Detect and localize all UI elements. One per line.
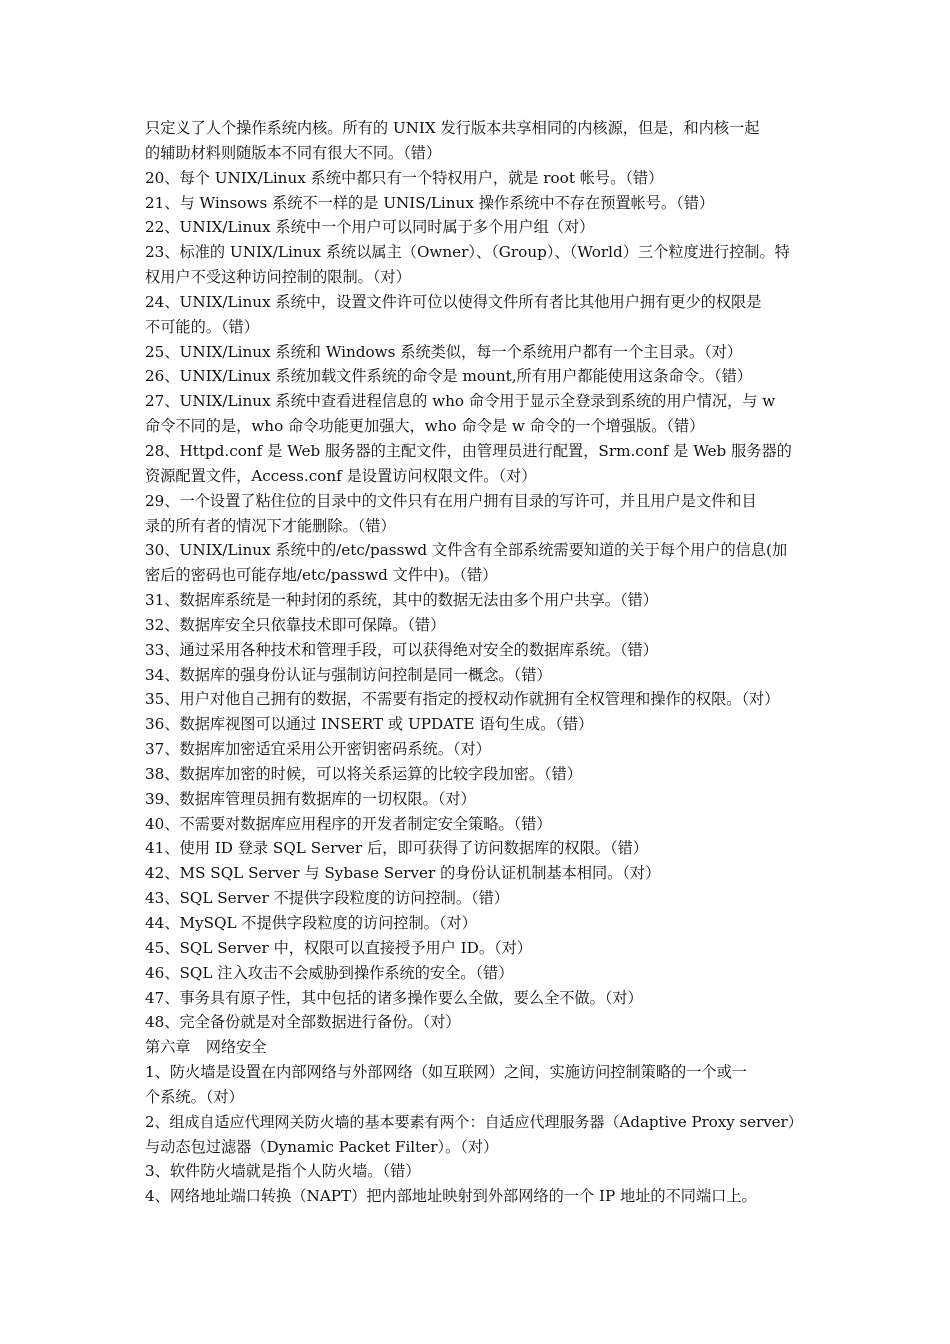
text-line: 权用户不受这种访问控制的限制。（对） <box>145 268 411 287</box>
text-line: 个系统。（对） <box>145 1087 244 1106</box>
text-line: 35、用户对他自己拥有的数据，不需要有指定的授权动作就拥有全权管理和操作的权限。（对） <box>145 690 780 709</box>
text-line: 2、组成自适应代理网关防火墙的基本要素有两个：自适应代理服务器（Adaptive Proxy server） <box>145 1112 803 1131</box>
text-line: 36、数据库视图可以通过 INSERT 或 UPDATE 语句生成。（错） <box>145 715 594 734</box>
text-line: 与动态包过滤器（Dynamic Packet Filter）。（对） <box>145 1137 499 1156</box>
text-line: 3、软件防火墙就是指个人防火墙。（错） <box>145 1162 421 1181</box>
text-line: 47、事务具有原子性，其中包括的诸多操作要么全做，要么全不做。（对） <box>145 988 643 1007</box>
text-line: 24、UNIX/Linux 系统中，设置文件许可位以使得文件所有者比其他用户拥有更少的权限是 <box>145 292 762 311</box>
text-line: 21、与 Winsows 系统不一样的是 UNIS/Linux 操作系统中不存在预置帐号。（错） <box>145 193 715 212</box>
text-line: 29、一个设置了粘住位的目录中的文件只有在用户拥有目录的写许可，并且用户是文件和目 <box>145 491 757 510</box>
text-line: 只定义了人个操作系统内核。所有的 UNIX 发行版本共享相同的内核源，但是，和内核一起 <box>145 119 760 137</box>
text-line: 27、UNIX/Linux 系统中查看进程信息的 who 命令用于显示全登录到系统的用户情况，与 w <box>145 392 776 411</box>
text-line: 不可能的。（错） <box>145 317 259 336</box>
text-line: 密后的密码也可能存地/etc/passwd 文件中)。（错） <box>145 566 498 585</box>
text-line: 26、UNIX/Linux 系统加载文件系统的命令是 mount,所有用户都能使用这条命令。（错） <box>145 367 752 386</box>
text-line: 40、不需要对数据库应用程序的开发者制定安全策略。（错） <box>145 814 552 833</box>
text-line: 34、数据库的强身份认证与强制访问控制是同一概念。（错） <box>145 665 552 684</box>
text-line: 32、数据库安全只依靠技术即可保障。（错） <box>145 615 446 634</box>
text-line: 1、防火墙是设置在内部网络与外部网络（如互联网）之间，实施访问控制策略的一个或一 <box>145 1063 747 1082</box>
text-line: 43、SQL Server 不提供字段粒度的访问控制。（错） <box>145 889 509 908</box>
text-line: 42、MS SQL Server 与 Sybase Server 的身份认证机制基本相同。（对） <box>145 864 661 883</box>
text-line: 命令不同的是，who 命令功能更加强大，who 命令是 w 命令的一个增强版。（错） <box>145 417 705 436</box>
text-line: 28、Httpd.conf 是 Web 服务器的主配文件，由管理员进行配置，Srm.conf 是 Web 服务器的 <box>145 441 792 460</box>
text-line: 22、UNIX/Linux 系统中一个用户可以同时属于多个用户组（对） <box>145 218 595 237</box>
text-line: 48、完全备份就是对全部数据进行备份。（对） <box>145 1013 461 1032</box>
text-line: 37、数据库加密适宜采用公开密钥密码系统。（对） <box>145 740 491 759</box>
text-line: 39、数据库管理员拥有数据库的一切权限。（对） <box>145 789 476 808</box>
text-line: 44、MySQL 不提供字段粒度的访问控制。（对） <box>145 914 477 932</box>
text-line: 4、网络地址端口转换（NAPT）把内部地址映射到外部网络的一个 IP 地址的不同端口上。 <box>145 1187 757 1206</box>
text-line: 23、标准的 UNIX/Linux 系统以属主（Owner）、（Group）、（World）三个粒度进行控制。特 <box>145 243 790 262</box>
text-line: 45、SQL Server 中，权限可以直接授予用户 ID。（对） <box>145 938 532 957</box>
text-line: 第六章 网络安全 <box>145 1038 267 1057</box>
text-line: 38、数据库加密的时候，可以将关系运算的比较字段加密。（错） <box>145 764 582 783</box>
text-line: 41、使用 ID 登录 SQL Server 后，即可获得了访问数据库的权限。（错） <box>145 839 648 858</box>
text-line: 录的所有者的情况下才能删除。（错） <box>145 516 396 535</box>
text-line: 30、UNIX/Linux 系统中的/etc/passwd 文件含有全部系统需要知道的关于每个用户的信息(加 <box>145 541 788 560</box>
document-page <box>145 116 809 1209</box>
text-line: 20、每个 UNIX/Linux 系统中都只有一个特权用户，就是 root 帐号。（错） <box>145 168 664 187</box>
text-line: 31、数据库系统是一种封闭的系统，其中的数据无法由多个用户共享。（错） <box>145 591 658 610</box>
text-line: 46、SQL 注入攻击不会威胁到操作系统的安全。（错） <box>145 963 514 982</box>
text-line: 的辅助材料则随版本不同有很大不同。（错） <box>145 143 442 162</box>
text-line: 资源配置文件，Access.conf 是设置访问权限文件。（对） <box>145 466 537 485</box>
text-line: 25、UNIX/Linux 系统和 Windows 系统类似，每一个系统用户都有一个主目录。（对） <box>145 342 743 361</box>
text-line: 33、通过采用各种技术和管理手段，可以获得绝对安全的数据库系统。（错） <box>145 640 658 659</box>
